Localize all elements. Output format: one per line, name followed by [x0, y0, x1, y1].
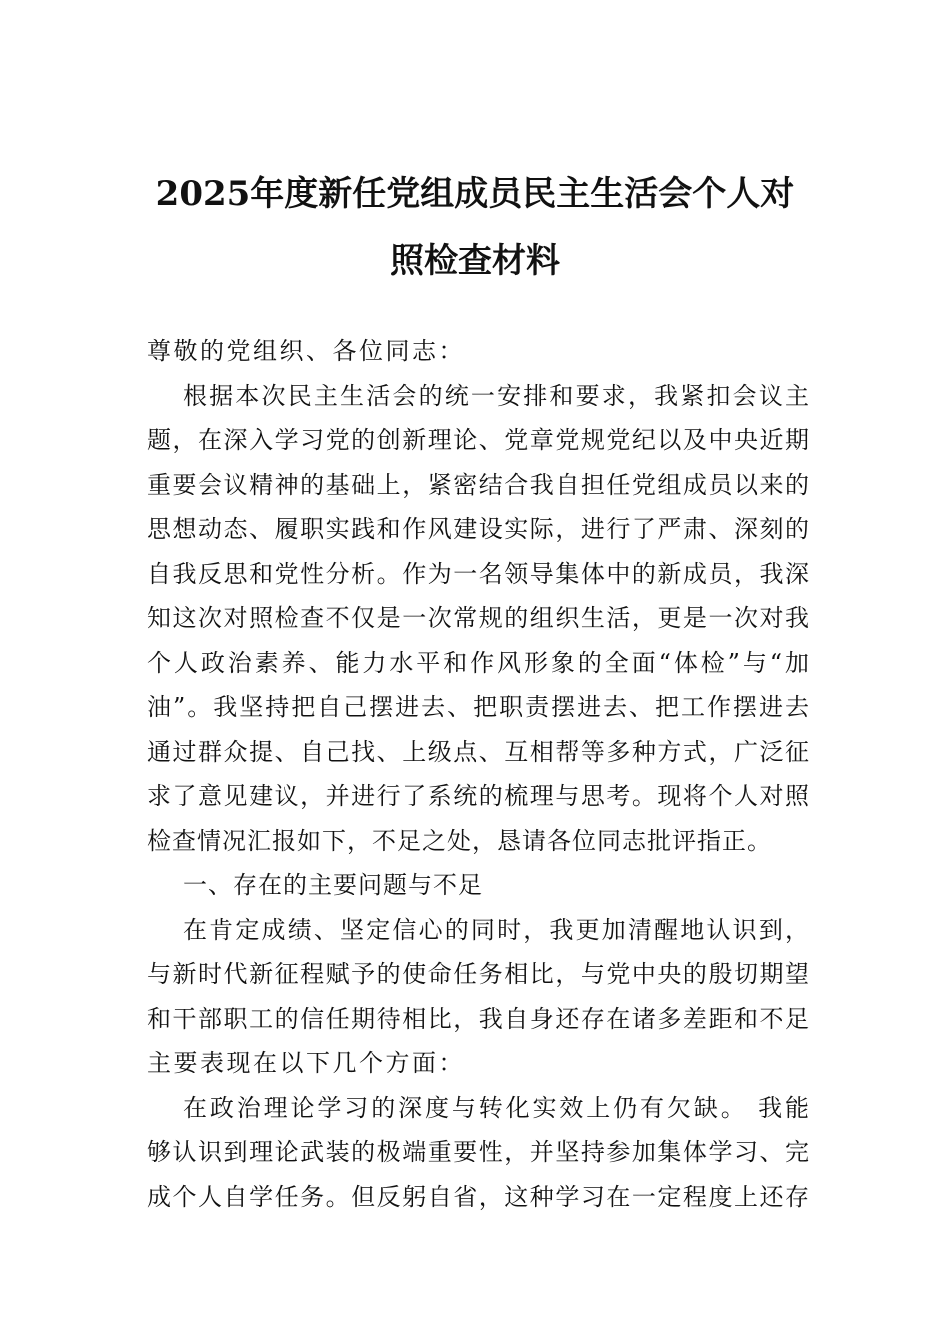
paragraph-line: 思想动态、履职实践和作风建设实际，进行了严肃、深刻的: [147, 515, 809, 543]
paragraph-line: 和干部职工的信任期待相比，我自身还存在诸多差距和不足: [147, 1004, 809, 1033]
paragraph-line: 油”。我坚持把自己摆进去、把职责摆进去、把工作摆进去: [147, 693, 809, 721]
paragraph-line: 自我反思和党性分析。作为一名领导集体中的新成员，我深: [147, 559, 809, 588]
paragraph-line: 根据本次民主生活会的统一安排和要求，我紧扣会议主: [183, 381, 809, 410]
salutation: 尊敬的党组织、各位同志：: [147, 337, 465, 365]
section-heading: 一、存在的主要问题与不足: [183, 871, 483, 899]
paragraph-line: 在政治理论学习的深度与转化实效上仍有欠缺。 我能: [183, 1093, 809, 1122]
paragraph-line: 通过群众提、自己找、上级点、互相帮等多种方式，广泛征: [147, 737, 809, 766]
paragraph-line: 主要表现在以下几个方面：: [147, 1049, 465, 1077]
paragraph-line: 在肯定成绩、坚定信心的同时，我更加清醒地认识到，: [183, 915, 809, 944]
paragraph-line: 重要会议精神的基础上，紧密结合我自担任党组成员以来的: [147, 470, 809, 499]
document-title-line-1: 2025年度新任党组成员民主生活会个人对: [155, 174, 795, 214]
paragraph-line: 个人政治素养、能力水平和作风形象的全面“体检”与“加: [147, 648, 809, 677]
paragraph-line: 求了意见建议，并进行了系统的梳理与思考。现将个人对照: [147, 782, 809, 810]
paragraph-line: 与新时代新征程赋予的使命任务相比，与党中央的殷切期望: [147, 960, 809, 988]
paragraph-line: 成个人自学任务。但反躬自省，这种学习在一定程度上还存: [147, 1182, 809, 1211]
paragraph-line: 检查情况汇报如下，不足之处，恳请各位同志批评指正。: [147, 826, 772, 855]
paragraph-line: 题，在深入学习党的创新理论、党章党规党纪以及中央近期: [147, 426, 809, 454]
paragraph-line: 知这次对照检查不仅是一次常规的组织生活，更是一次对我: [147, 604, 809, 632]
paragraph-line: 够认识到理论武装的极端重要性，并坚持参加集体学习、完: [147, 1138, 809, 1166]
document-title-line-2: 照检查材料: [390, 241, 560, 281]
document-body: [147, 335, 809, 1225]
